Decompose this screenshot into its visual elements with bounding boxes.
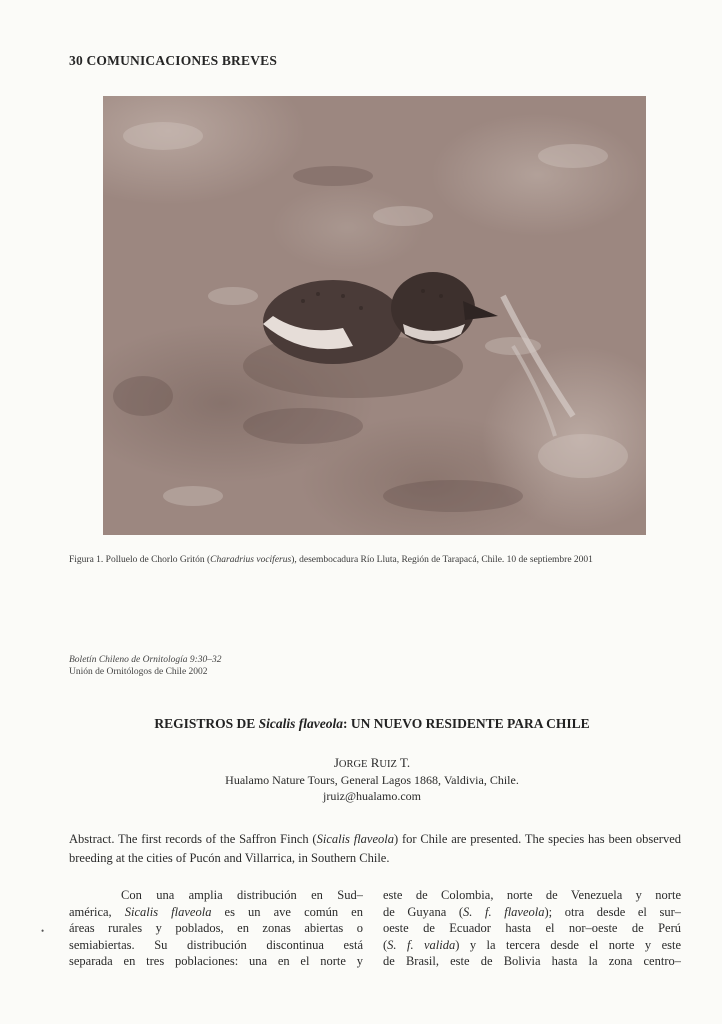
- caption-species: Charadrius vociferus: [210, 555, 292, 565]
- running-head: 30 COMUNICACIONES BREVES: [69, 53, 278, 68]
- figure-caption: [69, 553, 659, 568]
- body-line: semiabiertas. Su distribución discontinua está: [69, 937, 363, 952]
- caption-label: Figura 1. Polluelo de Chorlo Gritón (: [69, 555, 211, 565]
- body-column-left: [69, 887, 363, 970]
- article-title: [0, 716, 722, 732]
- author-rest-1: ORGE: [338, 759, 368, 770]
- body-line: oeste de Ecuador hasta el nor–oeste de Perú: [383, 921, 681, 935]
- author-initial-2: R: [370, 755, 380, 770]
- body-column-right: [383, 887, 681, 970]
- body-line: de Brasil, este de Bolivia hasta la zona centro–: [383, 954, 681, 968]
- author-affiliation: Hualamo Nature Tours, General Lagos 1868, Valdivia, Chile.: [225, 773, 519, 787]
- title-species: Sicalis flaveola: [258, 716, 344, 731]
- abstract: [69, 830, 681, 868]
- title-prefix: REGISTROS DE: [154, 716, 259, 731]
- author-rest-2: UIZ: [379, 759, 397, 770]
- author-name: [0, 755, 722, 771]
- journal-citation: Boletín Chileno de Ornitología 9:30–32: [69, 655, 222, 665]
- author-tail: T.: [399, 755, 411, 770]
- body-line: de Guyana (S. f. flaveola); otra desde el sur–: [383, 904, 681, 919]
- journal-publisher: Unión de Ornitólogos de Chile 2002: [69, 667, 208, 677]
- author-initial-1: J: [333, 755, 339, 770]
- abstract-species: Sicalis flaveola: [316, 832, 394, 846]
- body-line: áreas rurales y poblados, en zonas abiertas o: [69, 921, 363, 935]
- figure-photo: [103, 96, 646, 535]
- body-line: separada en tres poblaciones: una en el norte y: [69, 954, 363, 968]
- caption-rest: ), desembocadura Río Lluta, Región de Tarapacá, Chile. 10 de septiembre 2001: [291, 555, 593, 565]
- body-line: (S. f. valida) y la tercera desde el norte y este: [383, 937, 681, 952]
- body-line: Con una amplia distribución en Sud–: [121, 888, 363, 902]
- stray-mark: •: [41, 926, 45, 936]
- body-species: S. f. flaveola: [463, 904, 545, 919]
- title-suffix: : UN NUEVO RESIDENTE PARA CHILE: [343, 716, 590, 731]
- body-species: Sicalis flaveola: [124, 904, 212, 919]
- body-line: américa, Sicalis flaveola es un ave común en: [69, 904, 363, 919]
- abstract-part-2: ) for Chile are presented. The species has been observed breeding at the cities of Pucón and Villarrica, in Southern Chile.: [69, 832, 681, 865]
- author-email: jruiz@hualamo.com: [322, 789, 422, 803]
- body-species: S. f. valida: [387, 937, 456, 952]
- abstract-part-1: Abstract. The first records of the Saffron Finch (: [69, 832, 317, 846]
- chick-on-ground-illustration: [103, 96, 646, 535]
- body-line: este de Colombia, norte de Venezuela y norte: [383, 888, 681, 902]
